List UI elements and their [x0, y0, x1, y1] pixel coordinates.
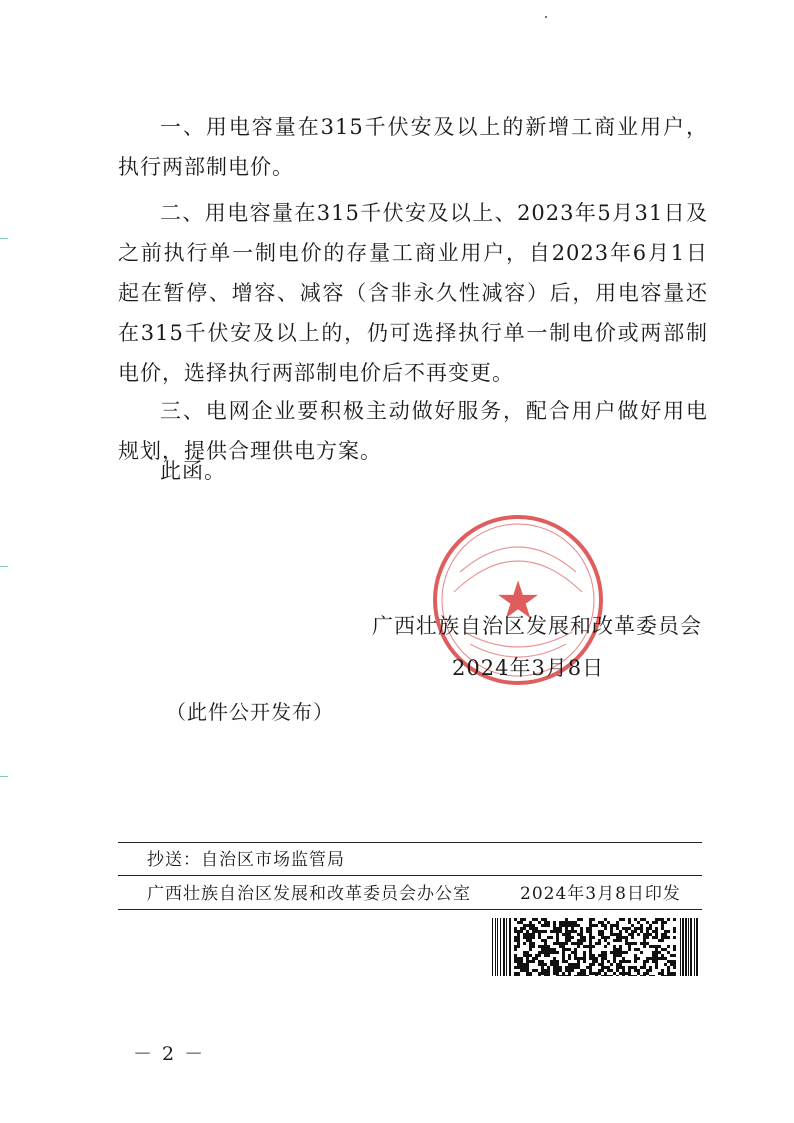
signature-organization: 广西壮族自治区发展和改革委员会	[372, 614, 702, 638]
cc-recipients: 自治区市场监管局	[201, 850, 345, 870]
issuing-office: 广西壮族自治区发展和改革委员会办公室	[147, 884, 471, 904]
body-paragraph-2: 二、用电容量在315千伏安及以上、2023年5月31日及之前执行单一制电价的存量工商业用户，自2023年6月1日起在暂停、增容、减容（含非永久性减容）后，用电容量还在315千伏安及以上的，仍可选择执行单一制电价或两部制电价，选择执行两部制电价后不再变更。	[118, 201, 708, 385]
seal-star-icon: ★	[494, 571, 542, 631]
scan-edge-mark	[0, 238, 8, 239]
signature-date: 2024年3月8日	[452, 656, 605, 680]
page-number: － 2 －	[133, 1043, 206, 1065]
scan-edge-mark	[0, 776, 8, 777]
closing-text: 此函。	[160, 459, 226, 483]
footer-rule-middle	[118, 875, 702, 876]
scan-speck	[545, 16, 547, 18]
body-paragraph-3: 三、电网企业要积极主动做好服务，配合用户做好用电规划，提供合理供电方案。	[118, 399, 708, 463]
cc-label: 抄送：	[147, 850, 201, 870]
footer-rule-top	[118, 842, 702, 843]
public-release-note: （此件公开发布）	[166, 700, 334, 724]
scan-edge-mark	[0, 566, 8, 567]
body-paragraph-1: 一、用电容量在315千伏安及以上的新增工商业用户，执行两部制电价。	[118, 115, 708, 179]
document-barcode	[492, 918, 698, 976]
cc-row	[147, 846, 345, 874]
footer-rule-bottom	[118, 909, 702, 910]
issue-date: 2024年3月8日印发	[520, 884, 681, 904]
